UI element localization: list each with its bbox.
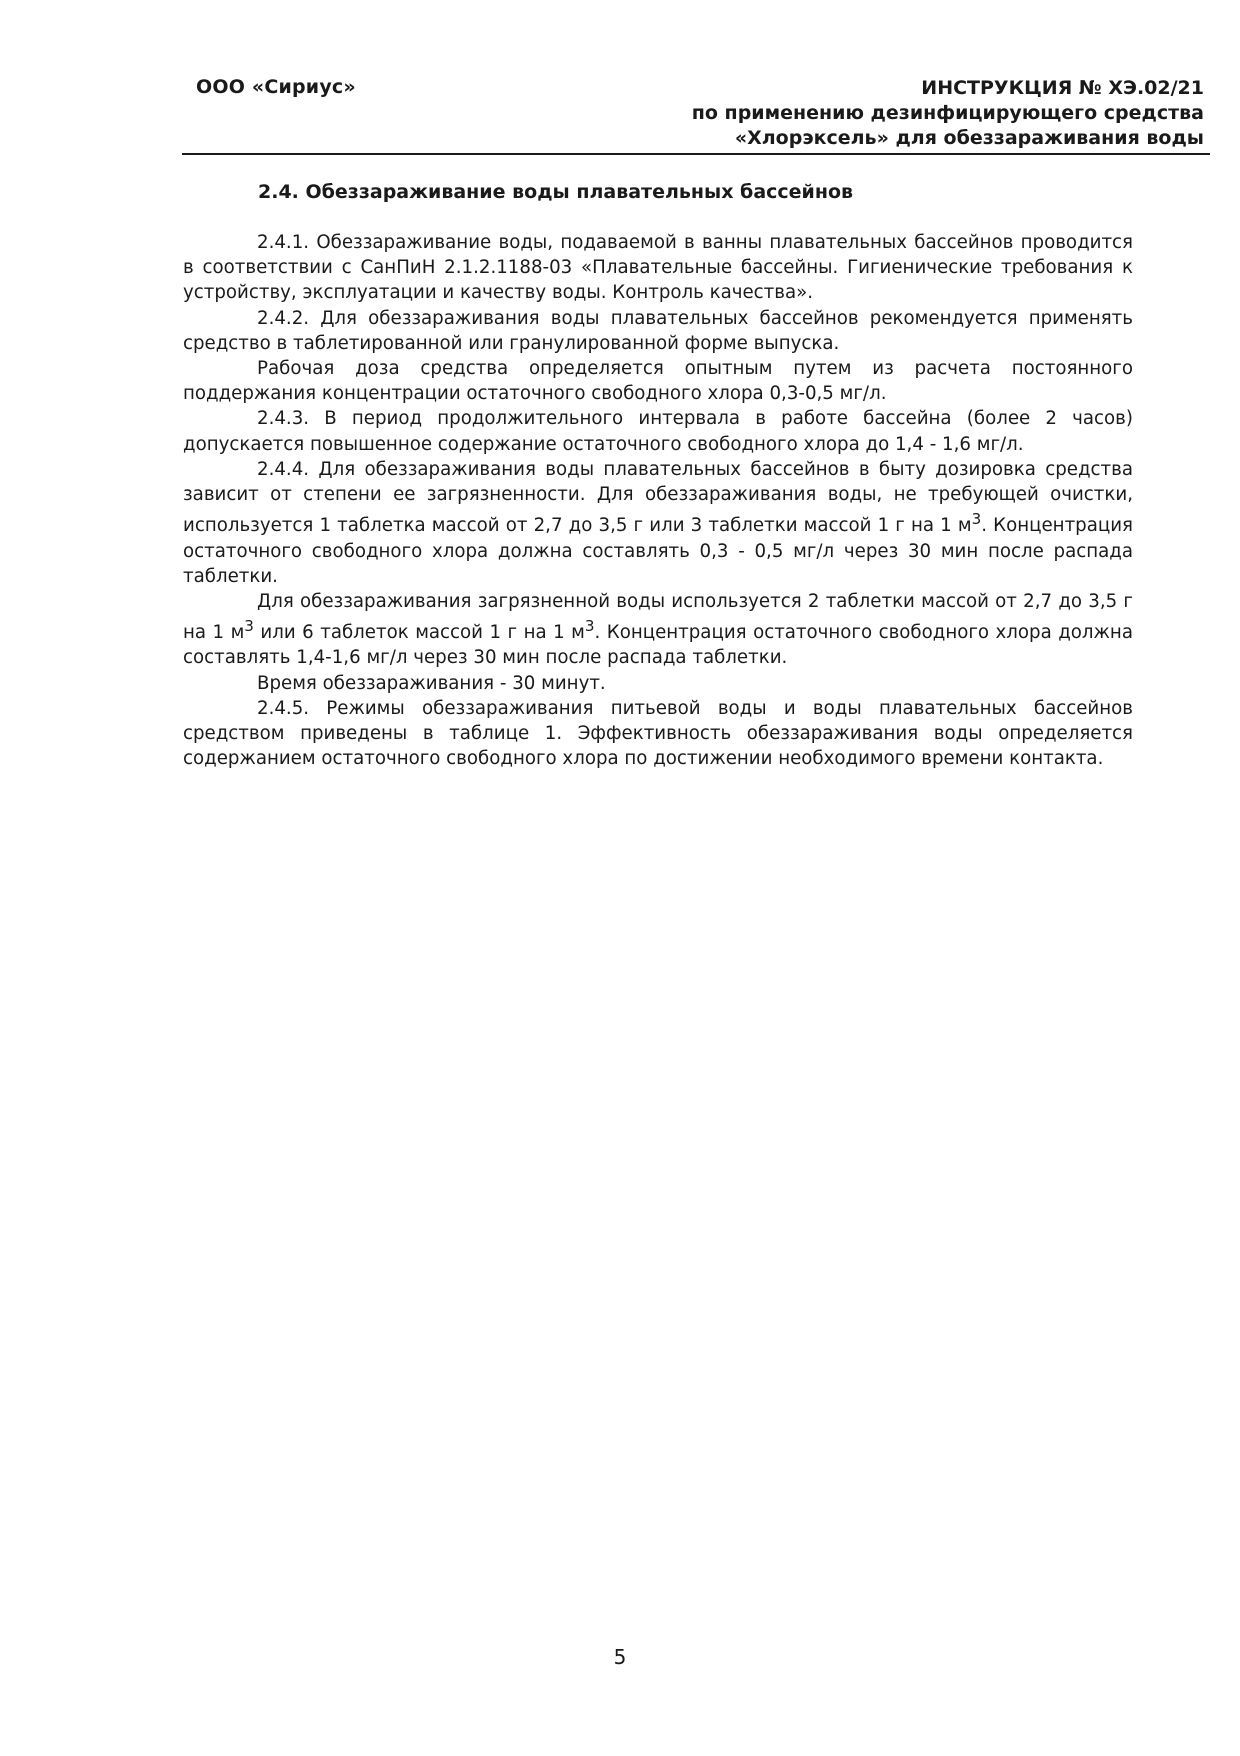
paragraph: Время обеззараживания - 30 минут.: [257, 672, 606, 694]
page-number: 5: [613, 1645, 627, 1669]
paragraph: 2.4.2. Для обеззараживания воды плавательных бассейнов рекомендуется применять средство в таблетированной или гранулированной форме выпуска.: [183, 307, 1133, 354]
superscript: 3: [244, 617, 254, 636]
paragraph-text: или 6 таблеток массой 1 г на 1 м: [253, 622, 585, 644]
paragraph-text: . Концентрация остаточного свободного хлора должна составлять 1,4-1,6 мг/л через 30 мин после распада таблетки.: [183, 622, 1133, 669]
paragraph: 2.4.5. Режимы обеззараживания питьевой воды и воды плавательных бассейнов средством приведены в таблице 1. Эффективность обеззараживания воды определяется содержанием остаточного свободного хлора по достижении необходимого времени контакта.: [183, 697, 1133, 770]
section-title: 2.4. Обеззараживание воды плавательных бассейнов: [258, 181, 854, 203]
paragraph-text: 2.4.4. Для обеззараживания воды плавательных бассейнов в быту дозировка средства зависит от степени ее загрязненности. Для обеззараживания воды, не требующей очистки, используется 1 таблетка массой от 2,7 до 3,5 г или 3 таблетки массой 1 г на 1 м: [183, 458, 1133, 537]
paragraph: [183, 589, 1133, 671]
document-subtitle-line-1: по применению дезинфицирующего средства: [691, 102, 1204, 124]
superscript: 3: [971, 510, 982, 529]
document-subtitle-line-2: «Хлорэксель» для обеззараживания воды: [734, 127, 1204, 149]
header-divider: [182, 153, 1210, 155]
paragraph: Рабочая доза средства определяется опытным путем из расчета постоянного поддержания концентрации остаточного свободного хлора 0,3-0,5 мг/л.: [183, 358, 1133, 405]
section-body: [183, 230, 1133, 771]
paragraph: 2.4.3. В период продолжительного интервала в работе бассейна (более 2 часов) допускается повышенное содержание остаточного свободного хлора до 1,4 - 1,6 мг/л.: [183, 408, 1133, 455]
company-name: ООО «Сириус»: [196, 76, 356, 98]
paragraph-text: . Концентрация остаточного свободного хлора должна составлять 0,3 - 0,5 мг/л через 30 мин после распада таблетки.: [183, 515, 1133, 587]
superscript: 3: [584, 617, 595, 636]
paragraph-text: Для обеззараживания загрязненной воды используется 2 таблетки массой от 2,7 до 3,5 г на 1 м: [183, 590, 1133, 644]
paragraph: [183, 457, 1133, 589]
paragraph: 2.4.1. Обеззараживание воды, подаваемой в ванны плавательных бассейнов проводится в соответствии с СанПиН 2.1.2.1188-03 «Плавательные бассейны. Гигиенические требования к устройству, эксплуатации и качеству воды. Контроль качества».: [183, 232, 1133, 304]
document-header: [692, 76, 1204, 151]
document-title: ИНСТРУКЦИЯ № ХЭ.02/21: [921, 77, 1204, 99]
